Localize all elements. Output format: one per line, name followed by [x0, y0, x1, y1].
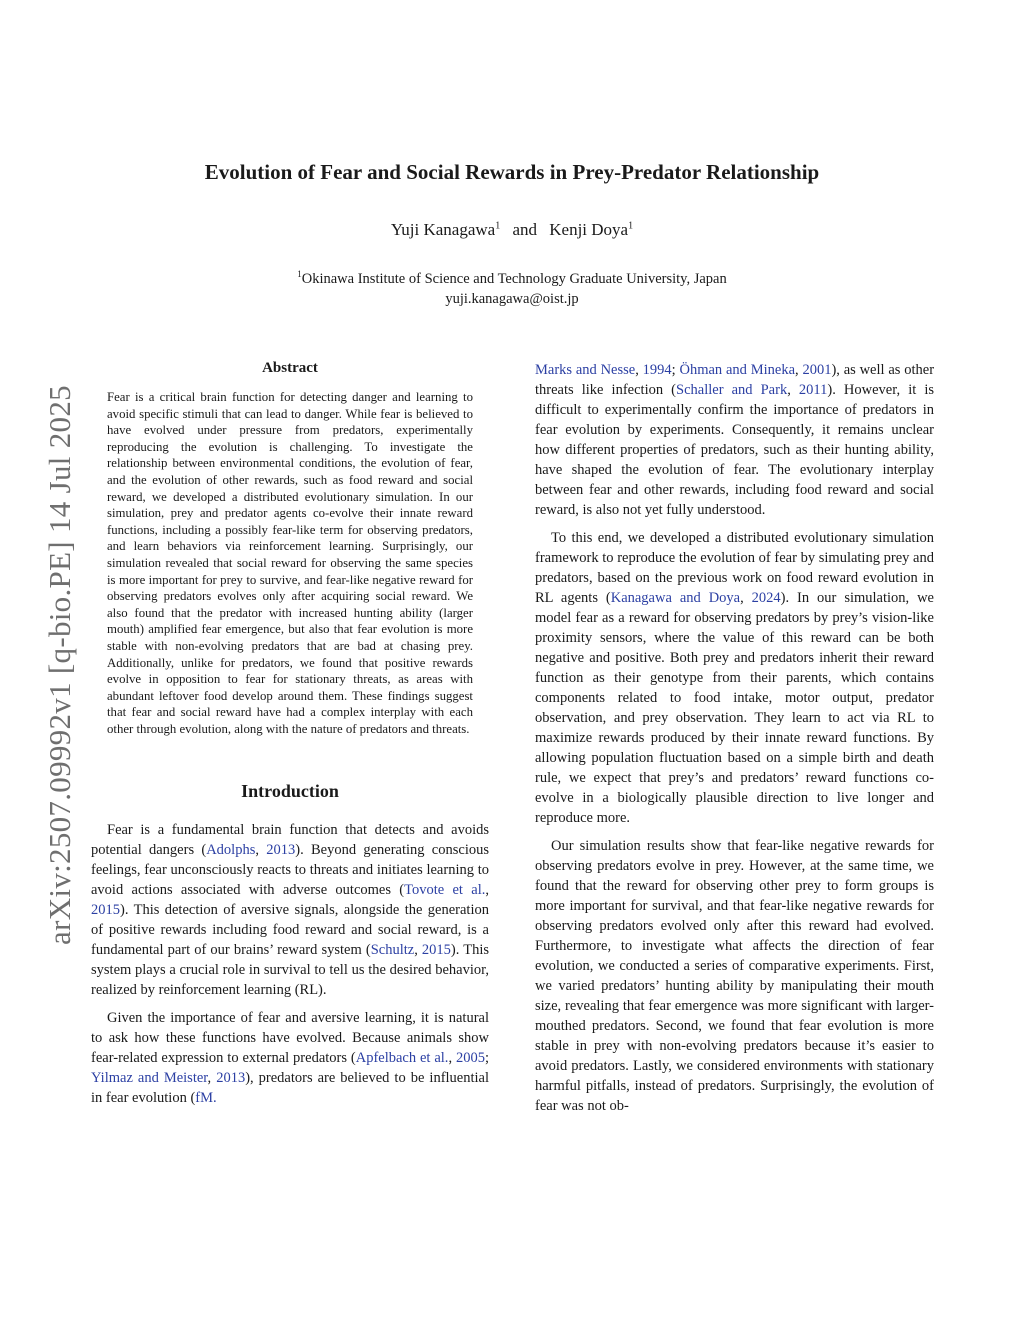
- intro-paragraph-3: [535, 528, 934, 828]
- citation-link[interactable]: Öhman and Mineka: [679, 362, 796, 378]
- citation-link[interactable]: 2015: [91, 902, 120, 919]
- author-name: Yuji Kanagawa: [390, 220, 496, 239]
- text-run: ,: [787, 382, 799, 398]
- citation-link[interactable]: 2001: [802, 362, 832, 378]
- affiliation-mark: 1: [628, 220, 634, 232]
- intro-paragraph-2: [91, 1008, 489, 1108]
- text-run: Given the importance of fear and aversive learning, it is natural to ask how these functions have evolved. Because animals show fear-related expression to external predators (: [91, 1010, 489, 1067]
- text-run: ;: [484, 1050, 489, 1067]
- introduction-heading: Introduction: [241, 781, 339, 802]
- citation-link[interactable]: Schultz: [370, 942, 415, 959]
- citation-link[interactable]: fM.: [195, 1090, 217, 1107]
- text-run: ). This system plays a crucial role in survival to tell us the desired behavior, realized by reinforcement learning (RL).: [91, 942, 489, 999]
- text-run: ,: [207, 1070, 217, 1087]
- citation-link[interactable]: Schaller and Park: [676, 382, 788, 398]
- intro-paragraph-4: Our simulation results show that fear-like negative rewards for observing predators evolve in prey. However, at the same time, we found that the reward for observing other prey to form groups is more important for survival, and that fear-like negative rewards for observing predators evolved only after this reward had evolved. Furthermore, to investigate what affects the direction of fear evolution, we conducted a series of comparative experiments. First, we varied predators’ hunting ability by manipulating their mouth size, revealing that fear emergence was more significant with larger-mouthed predators. Second, we found that fear evolution is more stable in prey with non-evolving predators because it’s easier to avoid predators. Lastly, we considered environments with stationary harmful pitfalls, instead of predators. Surprisingly, the evolution of fear was not ob-: [535, 838, 934, 1114]
- citation-link[interactable]: Apfelbach et al.: [355, 1050, 449, 1067]
- text-run: ), as well as other threats like infection (: [535, 362, 935, 398]
- text-run: ,: [635, 362, 643, 378]
- author-email: yuji.kanagawa@oist.jp: [445, 290, 579, 307]
- citation-link[interactable]: 2015: [421, 942, 451, 959]
- affiliation-mark: 1: [495, 220, 501, 232]
- intro-paragraph-1: [91, 820, 489, 1000]
- affiliation-block: [0, 264, 1024, 309]
- citation-link[interactable]: Tovote et al.: [404, 882, 486, 899]
- abstract-heading: Abstract: [262, 360, 318, 376]
- citation-link[interactable]: 1994: [642, 362, 672, 378]
- citation-link[interactable]: 2013: [266, 842, 296, 859]
- left-column: [91, 360, 489, 1108]
- text-run: ). However, it is difficult to experimentally confirm the importance of predators in fear evolution by experiments. Consequently, it remains unclear how different properties of predators, such as their hunting ability, have shaped the evolution of fear. The evolutionary interplay between fear and other rewards, including food reward and social reward, is also not yet fully understood.: [535, 382, 935, 518]
- text-run: Fear is a fundamental brain function that detects and avoids potential dangers (: [91, 822, 489, 859]
- citation-link[interactable]: 2005: [455, 1050, 485, 1067]
- text-run: ,: [414, 942, 422, 959]
- abstract-text: Fear is a critical brain function for detecting danger and learning to avoid specific stimuli that can lead to danger. While fear is believed to have evolved under pressure from predators, experimentally reproducing the evolution is challenging. To investigate the relationship between environmental conditions, the evolution of fear, and the evolution of other rewards, such as food reward and social reward, we developed a distributed evolutionary simulation. In our simulation, prey and predator agents co-evolve their innate reward functions, including a possibly fear-like term for observing predators, and learn behaviors via reinforcement learning. Surprisingly, our simulation revealed that social reward for observing the same species is more important for prey to survive, and fear-like negative reward for observing predators evolves only after acquiring social reward. We also found that the predator with increased hunting ability (larger mouth) amplified fear emergence, but also that fear evolution is more stable with non-evolving predators that are bad at chasing prey. Additionally, unlike for predators, we found that positive rewards evolve in opposition to fear for stationary threats, as areas with abundant leftover food develop around them. These findings suggest that fear and social reward have had a complex interplay with each other through evolution, along with the nature of predators and threats.: [107, 390, 473, 736]
- citation-link[interactable]: Marks and Nesse: [535, 362, 636, 378]
- citation-link[interactable]: 2011: [798, 382, 828, 398]
- text-run: ). This detection of aversive signals, alongside the generation of positive rewards including food reward and social reward, is a fundamental part of our brains’ reward system (: [91, 902, 489, 959]
- right-column: [535, 360, 934, 1116]
- citation-link[interactable]: 2013: [216, 1070, 246, 1087]
- text-run: ;: [671, 362, 680, 378]
- author-separator: and: [512, 220, 538, 239]
- text-run: ). In our simulation, we model fear as a reward for observing predators by prey’s vision-like proximity sensors, where the value of this reward can be both negative and positive. Both prey and predators inherit their reward function as their genotype from their parents, which contains components related to food intake, motor output, predator observation, and prey observation. They learn to act via RL to maximize rewards produced by their innate reward functions. By allowing population fluctuation based on a simple birth and death rule, we expect that prey’s and predators’ reward functions co-evolve in a biologically plausible direction to live longer and reproduce more.: [535, 590, 934, 826]
- text-run: ,: [255, 842, 267, 859]
- arxiv-identifier-stamp: arXiv:2507.09992v1 [q-bio.PE] 14 Jul 2025: [42, 385, 77, 945]
- citation-link[interactable]: 2024: [751, 590, 781, 606]
- intro-paragraph-2-continued: [535, 360, 934, 520]
- text-run: ,: [795, 362, 803, 378]
- text-run: ,: [448, 1050, 456, 1067]
- paper-title: Evolution of Fear and Social Rewards in Prey-Predator Relationship: [204, 160, 820, 184]
- citation-link[interactable]: Adolphs: [206, 842, 256, 859]
- text-run: ). Beyond generating conscious feelings, fear unconsciously reacts to threats and initiates learning to avoid actions associated with adverse outcomes (: [91, 842, 489, 899]
- citation-link[interactable]: Yilmaz and Meister: [91, 1070, 208, 1087]
- text-run: ,: [485, 882, 489, 899]
- author-list: [0, 220, 1024, 240]
- citation-link[interactable]: Kanagawa and Doya: [610, 590, 741, 606]
- affiliation-mark: 1: [297, 269, 302, 279]
- text-run: ,: [740, 590, 752, 606]
- author-name: Kenji Doya: [549, 220, 629, 239]
- text-run: To this end, we developed a distributed evolutionary simulation framework to reproduce the evolution of fear by simulating prey and predators, based on the previous work on food reward evolution in RL agents (: [535, 530, 934, 606]
- text-run: ), predators are believed to be influential in fear evolution (: [91, 1070, 490, 1107]
- affiliation-line: [0, 264, 1024, 289]
- affiliation-text: Okinawa Institute of Science and Technology Graduate University, Japan: [301, 270, 727, 287]
